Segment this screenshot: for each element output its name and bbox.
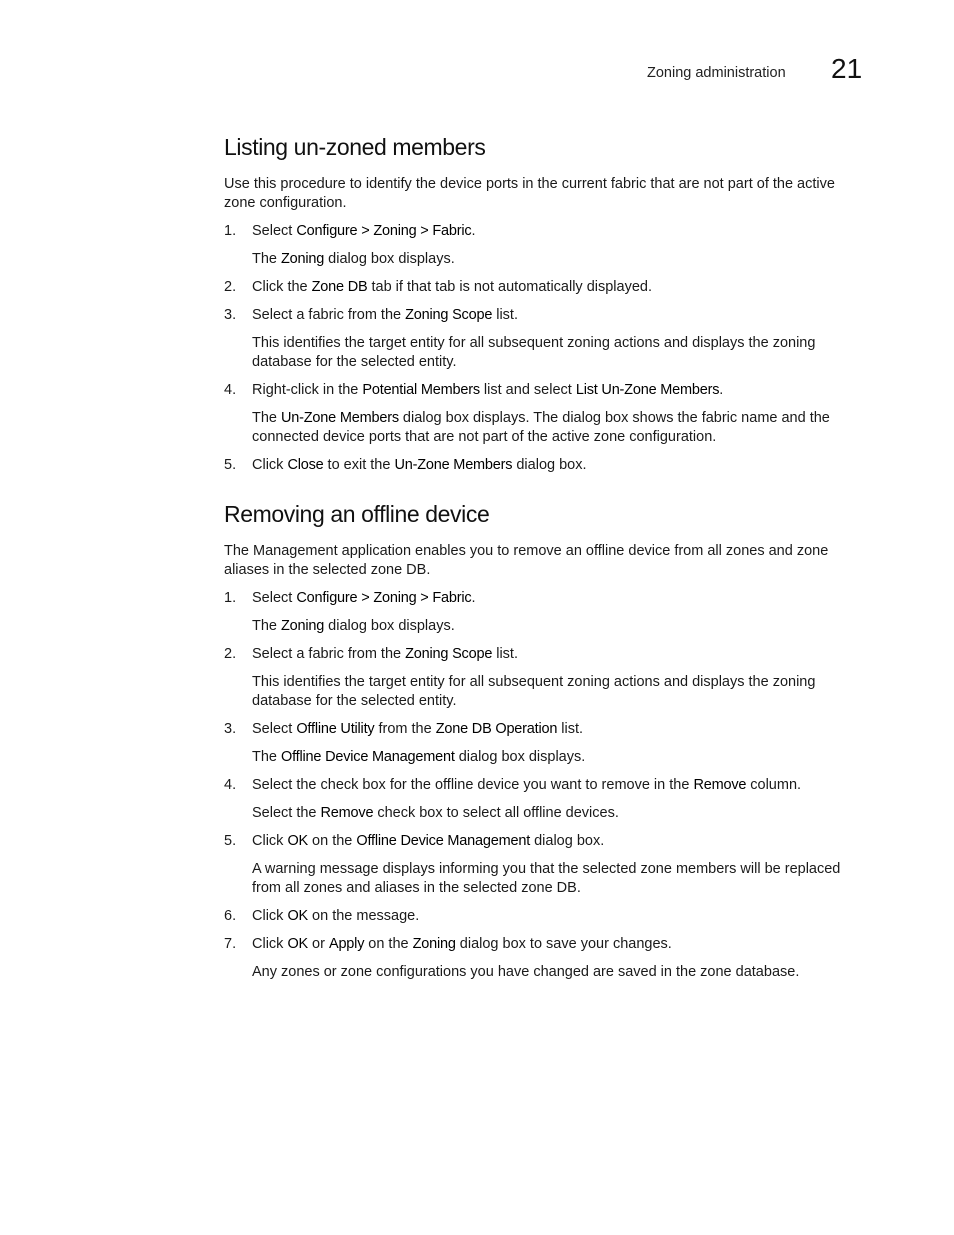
step-number: 1. [224, 590, 237, 606]
chapter-number: 21 [831, 53, 863, 84]
section-listing-unzoned [224, 133, 864, 475]
step-text: Click Close to exit the Un-Zone Members dialog box. [252, 457, 587, 473]
step-1 [224, 589, 864, 608]
step-number: 4. [224, 382, 237, 398]
step-text: Select the check box for the offline device you want to remove in the Remove column. [252, 777, 802, 793]
ui-term: Un-Zone Members [281, 410, 399, 426]
section-removing-offline [224, 500, 864, 982]
step-1 [224, 222, 864, 241]
step-number: 5. [224, 833, 237, 849]
ui-term: OK [287, 936, 309, 952]
section-heading: Removing an offline device [224, 501, 490, 527]
menu-path: Configure > Zoning > Fabric [296, 590, 472, 606]
ui-term: Potential Members [362, 382, 480, 398]
step-number: 5. [224, 457, 237, 473]
step-note: The Zoning dialog box displays. [252, 251, 455, 267]
step-text: Select Offline Utility from the Zone DB Operation list. [252, 721, 584, 737]
ui-term: Remove [693, 777, 747, 793]
step-number: 3. [224, 307, 237, 323]
step-number: 2. [224, 279, 237, 295]
section-intro: Use this procedure to identify the device ports in the current fabric that are not part of the active zone configuration. [224, 176, 835, 211]
step-note: The Offline Device Management dialog box displays. [252, 749, 586, 765]
ui-term: Offline Utility [296, 721, 375, 737]
step-note: Any zones or zone configurations you have changed are saved in the zone database. [252, 964, 800, 980]
step-note: The Zoning dialog box displays. [252, 618, 455, 634]
step-number: 6. [224, 908, 237, 924]
step-note: This identifies the target entity for all subsequent zoning actions and displays the zoning database for the selected entity. [252, 674, 816, 709]
step-number: 2. [224, 646, 237, 662]
step-note: The Un-Zone Members dialog box displays. The dialog box shows the fabric name and the connected device ports that are not part of the active zone configuration. [252, 410, 830, 445]
step-number: 1. [224, 223, 237, 239]
section-intro: The Management application enables you to remove an offline device from all zones and zone aliases in the selected zone DB. [224, 543, 829, 578]
step-7 [224, 935, 864, 954]
step-note: Select the Remove check box to select all offline devices. [252, 805, 619, 821]
ui-term: Zoning Scope [405, 307, 493, 323]
step-text: Click OK on the Offline Device Management dialog box. [252, 833, 605, 849]
ui-term: Zoning [412, 936, 456, 952]
step-6 [224, 907, 864, 926]
ui-term: Remove [320, 805, 374, 821]
ui-term: OK [287, 833, 309, 849]
ui-term: List Un-Zone Members [575, 382, 720, 398]
step-4 [224, 776, 864, 795]
step-5 [224, 456, 864, 475]
step-2 [224, 645, 864, 664]
step-text: Click OK or Apply on the Zoning dialog box to save your changes. [252, 936, 672, 952]
step-text: Click the Zone DB tab if that tab is not automatically displayed. [252, 279, 652, 295]
ui-term: Zoning [281, 618, 325, 634]
step-note: A warning message displays informing you that the selected zone members will be replaced from all zones and aliases in the selected zone DB. [252, 861, 841, 896]
ui-term: Offline Device Management [281, 749, 455, 765]
step-number: 7. [224, 936, 237, 952]
menu-path: Configure > Zoning > Fabric [296, 223, 472, 239]
ui-term: Close [287, 457, 324, 473]
ui-term: Zone DB [311, 279, 368, 295]
ui-term: OK [287, 908, 309, 924]
section-heading: Listing un-zoned members [224, 134, 486, 160]
ui-term: Apply [328, 936, 365, 952]
step-number: 4. [224, 777, 237, 793]
step-text: Select Configure > Zoning > Fabric. [252, 223, 476, 239]
step-note: This identifies the target entity for all subsequent zoning actions and displays the zoning database for the selected entity. [252, 335, 816, 370]
ui-term: Un-Zone Members [394, 457, 513, 473]
step-4 [224, 381, 864, 400]
step-text: Select a fabric from the Zoning Scope list. [252, 646, 518, 662]
step-text: Right-click in the Potential Members list and select List Un-Zone Members. [252, 382, 724, 398]
step-3 [224, 720, 864, 739]
ui-term: Zoning [281, 251, 325, 267]
running-header-section: Zoning administration [647, 65, 786, 81]
step-text: Select Configure > Zoning > Fabric. [252, 590, 476, 606]
step-text: Click OK on the message. [252, 908, 420, 924]
step-5 [224, 832, 864, 851]
ui-term: Offline Device Management [356, 833, 531, 849]
ui-term: Zoning Scope [405, 646, 493, 662]
ui-term: Zone DB Operation [435, 721, 558, 737]
step-2 [224, 278, 864, 297]
step-text: Select a fabric from the Zoning Scope list. [252, 307, 518, 323]
step-3 [224, 306, 864, 325]
step-number: 3. [224, 721, 237, 737]
